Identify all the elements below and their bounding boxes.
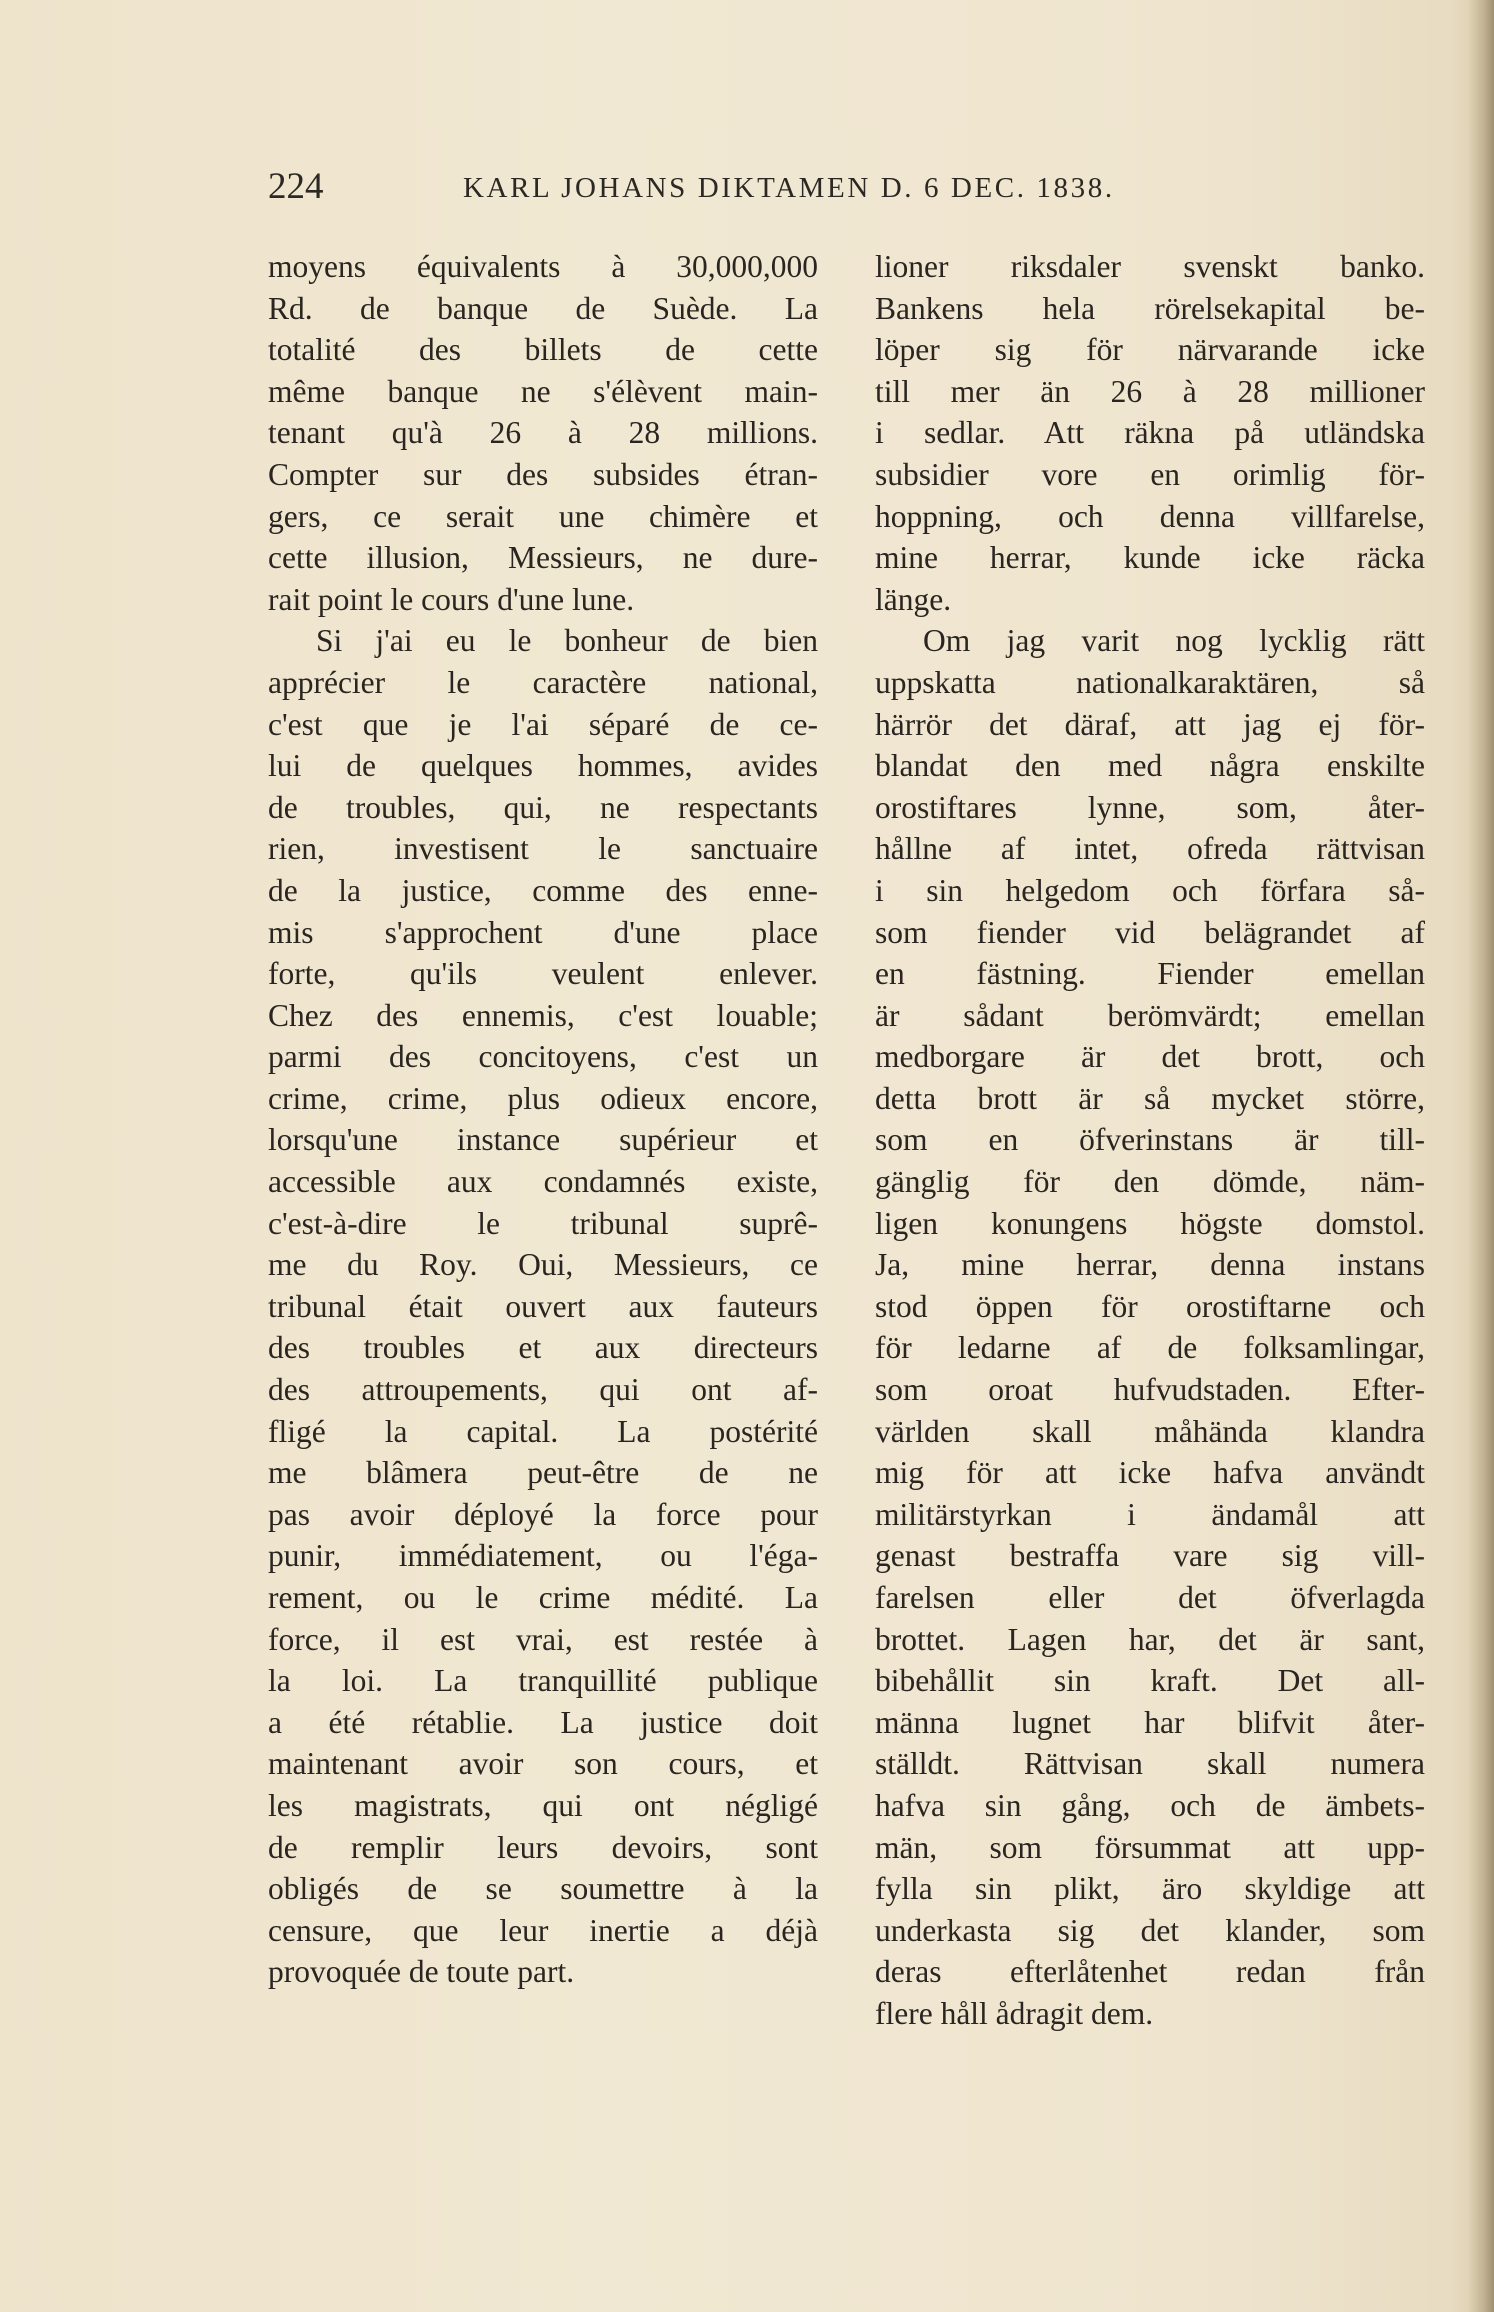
french-text-line: crime, crime, plus odieux encore, — [268, 1080, 818, 1116]
swedish-text-line: uppskatta nationalkaraktären, så — [875, 664, 1425, 700]
swedish-text-line: är sådant berömvärdt; emellan — [875, 997, 1425, 1033]
french-text-line: moyens équivalents à 30,000,000 — [268, 249, 818, 284]
swedish-text-line: genast bestraffa vare sig vill- — [875, 1538, 1425, 1574]
page-number: 224 — [268, 166, 324, 207]
french-text-line: de troubles, qui, ne respectants — [268, 789, 818, 825]
running-title: KARL JOHANS DIKTAMEN D. 6 DEC. 1838. — [463, 172, 1115, 204]
swedish-text-line: medborgare är det brott, och — [875, 1039, 1425, 1075]
french-text-line: de remplir leurs devoirs, sont — [268, 1829, 818, 1865]
french-text-line: apprécier le caractère national, — [268, 664, 818, 700]
swedish-text-line: hoppning, och denna villfarelse, — [875, 498, 1425, 534]
swedish-text-line: deras efterlåtenhet redan från — [875, 1954, 1425, 1990]
french-text-line: rait point le cours d'une lune. — [268, 581, 635, 617]
french-text-line: forte, qu'ils veulent enlever. — [268, 956, 818, 992]
swedish-text-line: fylla sin plikt, äro skyldige att — [875, 1871, 1425, 1907]
swedish-text-line: underkasta sig det klander, som — [875, 1912, 1425, 1948]
swedish-text-line: mig för att icke hafva användt — [875, 1455, 1425, 1491]
french-text-line: rement, ou le crime médité. La — [268, 1580, 818, 1615]
french-text-line: Rd. de banque de Suède. La — [268, 290, 818, 326]
swedish-text-line: mine herrar, kunde icke räcka — [875, 540, 1425, 576]
french-text-line: lorsqu'une instance supérieur et — [268, 1122, 818, 1158]
french-text-line: lui de quelques hommes, avides — [268, 748, 818, 784]
swedish-text-line: flere håll ådragit dem. — [875, 1995, 1154, 2031]
french-text-line: rien, investisent le sanctuaire — [268, 831, 818, 867]
swedish-text-line: löper sig för närvarande icke — [875, 332, 1425, 368]
french-text-line: les magistrats, qui ont négligé — [268, 1787, 818, 1823]
french-text-line: obligés de se soumettre à la — [268, 1871, 818, 1907]
swedish-text-line: världen skall måhända klandra — [875, 1413, 1425, 1449]
french-text-line: cette illusion, Messieurs, ne dure- — [268, 540, 818, 576]
swedish-text-line: som en öfverinstans är till- — [875, 1122, 1425, 1158]
french-text-line: mis s'approchent d'une place — [268, 914, 818, 950]
swedish-text-line: Om jag varit nog lycklig rätt — [923, 623, 1425, 659]
french-text-line: c'est-à-dire le tribunal suprê- — [268, 1205, 818, 1241]
french-text-line: fligé la capital. La postérité — [268, 1413, 818, 1449]
swedish-text-line: en fästning. Fiender emellan — [875, 956, 1425, 992]
swedish-text-line: män, som försummat att upp- — [875, 1829, 1425, 1865]
swedish-column — [875, 246, 1425, 2035]
french-text-line: provoquée de toute part. — [268, 1954, 575, 1990]
french-text-line: tribunal était ouvert aux fauteurs — [268, 1288, 818, 1324]
swedish-text-line: länge. — [875, 581, 952, 617]
french-text-line: gers, ce serait une chimère et — [268, 498, 818, 534]
swedish-text-line: hafva sin gång, och de ämbets- — [875, 1787, 1425, 1823]
french-text-line: pas avoir déployé la force pour — [268, 1496, 818, 1532]
french-text-line: tenant qu'à 26 à 28 millions. — [268, 415, 818, 451]
swedish-text-line: brottet. Lagen har, det är sant, — [875, 1621, 1425, 1657]
french-text-line: me blâmera peut-être de ne — [268, 1455, 818, 1491]
french-text-line: accessible aux condamnés existe, — [268, 1164, 818, 1200]
french-text-line: a été rétablie. La justice doit — [268, 1704, 818, 1740]
swedish-text-line: bibehållit sin kraft. Det all- — [875, 1663, 1425, 1699]
swedish-text-line: i sin helgedom och förfara så- — [875, 872, 1425, 908]
swedish-text-line: som oroat hufvudstaden. Efter- — [875, 1372, 1425, 1408]
french-text-line: censure, que leur inertie a déjà — [268, 1912, 818, 1948]
french-text-line: punir, immédiatement, ou l'éga- — [268, 1538, 818, 1574]
swedish-text-line: gänglig för den dömde, näm- — [875, 1164, 1425, 1200]
french-text-line: de la justice, comme des enne- — [268, 872, 818, 908]
swedish-text-line: subsidier vore en orimlig för- — [875, 456, 1425, 492]
french-text-line: Chez des ennemis, c'est louable; — [268, 997, 818, 1033]
swedish-text-line: som fiender vid belägrandet af — [875, 914, 1425, 950]
swedish-text-line: ställdt. Rättvisan skall numera — [875, 1746, 1425, 1782]
french-text-line: la loi. La tranquillité publique — [268, 1663, 818, 1699]
french-text-line: maintenant avoir son cours, et — [268, 1746, 818, 1782]
french-text-line: totalité des billets de cette — [268, 332, 818, 368]
swedish-text-line: Ja, mine herrar, denna instans — [875, 1247, 1425, 1283]
page-edge-shadow — [1468, 0, 1494, 2312]
swedish-text-line: stod öppen för orostiftarne och — [875, 1288, 1425, 1324]
french-text-line: Compter sur des subsides étran- — [268, 456, 818, 492]
swedish-text-line: militärstyrkan i ändamål att — [875, 1496, 1425, 1532]
page-header — [268, 165, 1428, 209]
french-text-line: même banque ne s'élèvent main- — [268, 373, 818, 409]
swedish-text-line: ligen konungens högste domstol. — [875, 1205, 1425, 1241]
french-text-line: des attroupements, qui ont af- — [268, 1372, 818, 1408]
french-text-line: force, il est vrai, est restée à — [268, 1621, 818, 1657]
swedish-text-line: Bankens hela rörelsekapital be- — [875, 290, 1425, 326]
french-text-line: parmi des concitoyens, c'est un — [268, 1039, 818, 1075]
swedish-text-line: männa lugnet har blifvit åter- — [875, 1704, 1425, 1740]
french-text-line: des troubles et aux directeurs — [268, 1330, 818, 1366]
swedish-text-line: detta brott är så mycket större, — [875, 1080, 1425, 1116]
swedish-text-line: i sedlar. Att räkna på utländska — [875, 415, 1425, 451]
swedish-text-line: för ledarne af de folksamlingar, — [875, 1330, 1425, 1366]
swedish-text-line: farelsen eller det öfverlagda — [875, 1580, 1425, 1615]
swedish-text-line: härrör det däraf, att jag ej för- — [875, 706, 1425, 742]
french-text-line: me du Roy. Oui, Messieurs, ce — [268, 1247, 818, 1283]
swedish-text-line: orostiftares lynne, som, åter- — [875, 789, 1425, 825]
french-column — [268, 246, 818, 1993]
french-text-line: Si j'ai eu le bonheur de bien — [316, 623, 818, 659]
french-text-line: c'est que je l'ai séparé de ce- — [268, 706, 818, 742]
swedish-text-line: till mer än 26 à 28 millioner — [875, 373, 1425, 409]
swedish-text-line: blandat den med några enskilte — [875, 748, 1425, 784]
swedish-text-line: hållne af intet, ofreda rättvisan — [875, 831, 1425, 867]
swedish-text-line: lioner riksdaler svenskt banko. — [875, 249, 1425, 284]
